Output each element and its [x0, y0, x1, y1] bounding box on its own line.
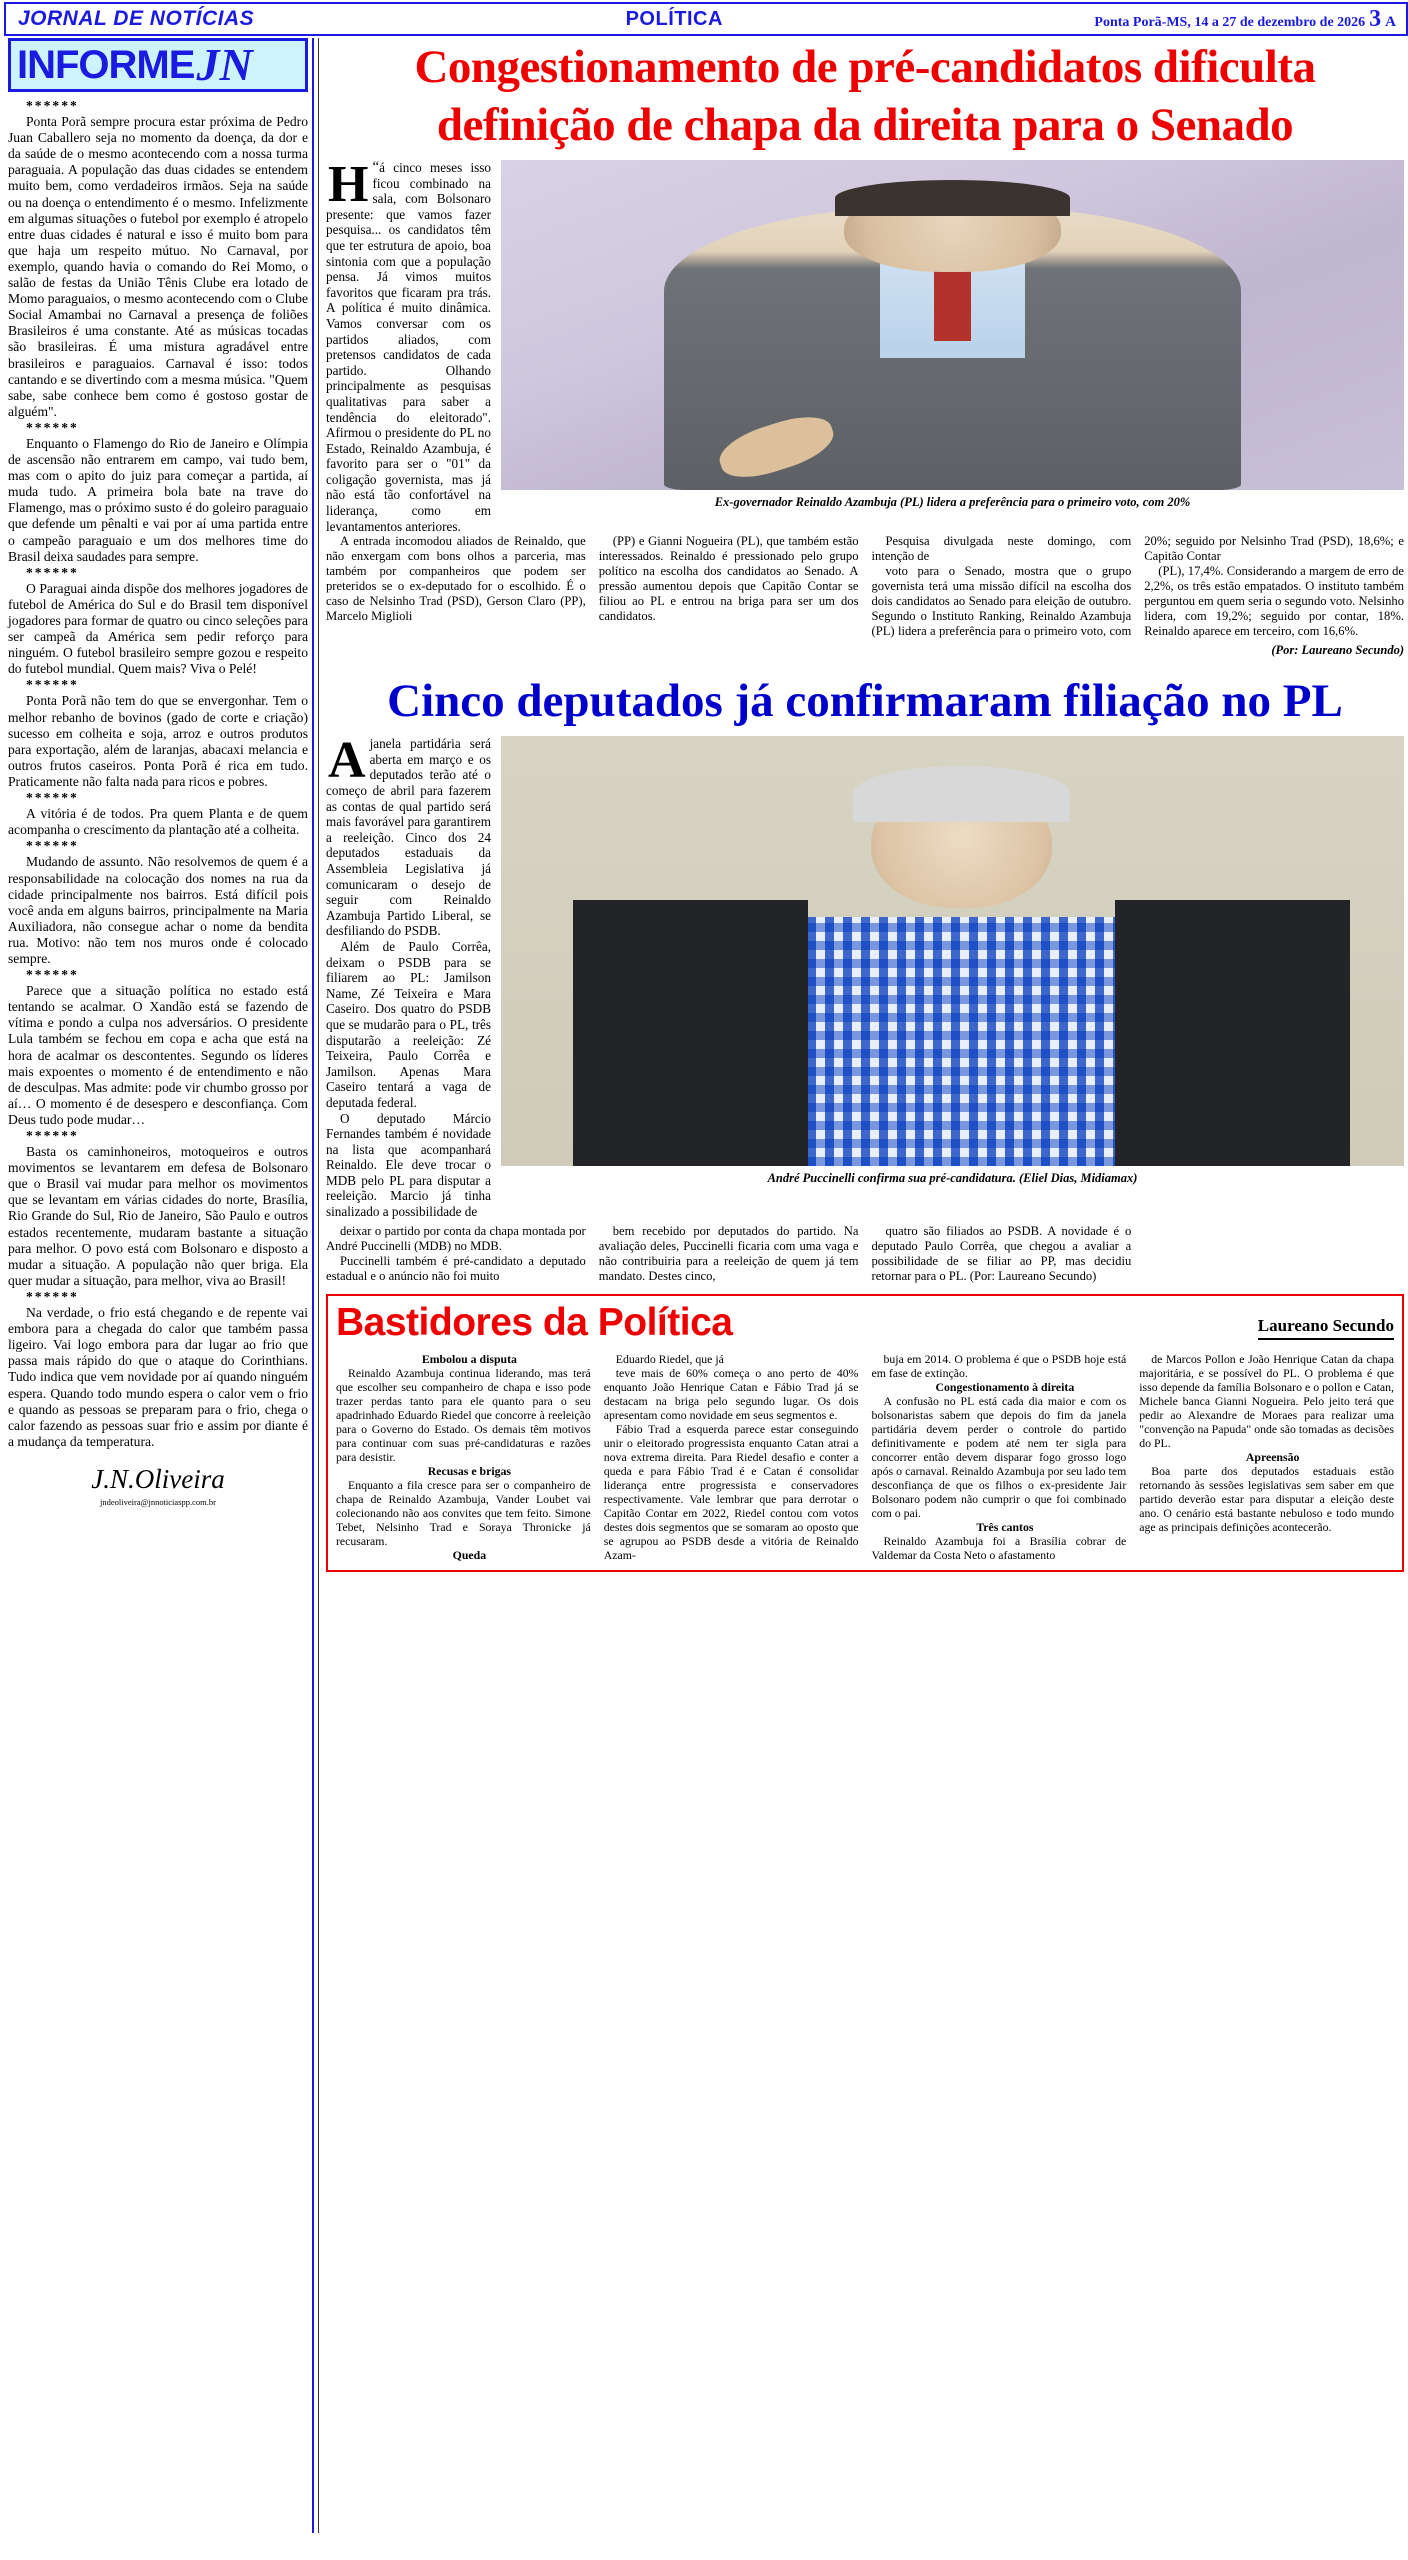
bastidores-title: Bastidores da Política	[336, 1300, 733, 1344]
photo2-hair-shape	[853, 766, 1070, 822]
jn-logo: JN	[196, 39, 253, 90]
informe-separator: ******	[26, 967, 79, 983]
photo-tie-shape	[934, 269, 970, 342]
article1-lead	[326, 156, 491, 534]
photo-reinaldo-azambuja	[501, 160, 1404, 490]
article1-lead-text: á cinco meses isso ficou combinado na sala, com Bolsonaro presente: que vamos fazer pesquisa... os candidatos têm que ter estrutura de apoio, boa sintonia com que a população pensa. Já vimos muitos favoritos que ficaram pra trás. A política é muito dinâmica. Vamos conversar com os partidos aliados, com pretensos candidatos de cada partido. Olhando principalmente as pesquisas qualitativas para saber a tendência do eleitorado". Afirmou o presidente do PL no Estado, Reinaldo Azambuja, é favorito para ser o "01" da coligação governista, mas já não está tão confortável na liderança, como em levantamentos anteriores.	[326, 160, 491, 534]
article-paragraph: (PP) e Gianni Nogueira (PL), que também estão interessados. Reinaldo é pressionado pelo grupo político na escolha dos candidatos ao Senado. A pressão aumentou depois que Capitão Contar se filiou ao PL e entrou na briga para ser um dos candidatos.	[598, 534, 859, 624]
bastidores-paragraph: de Marcos Pollon e João Henrique Catan da chapa majoritária, e se possível do PL. O problema é que isso depende da família Bolsonaro e o pollon e Catan, Michele banca Gianni Nogueira. Pelo jeito terá que pedir ao Alexandre de Moraes para realizar uma "convenção na Papuda" onde são tomadas as decisões do PL.	[1139, 1351, 1394, 1450]
masthead	[4, 2, 1408, 36]
article-paragraph: A entrada incomodou aliados de Reinaldo, que não enxergam com bons olhos a parceria, mas também por companheiros que podem ser preteridos se o ex-deputado for o escolhido. É o caso de Nelsinho Trad (PSD), Gerson Claro (PP), Marcelo Miglioli	[326, 534, 586, 624]
informe-separator: ******	[26, 564, 79, 580]
article1-top	[326, 156, 1404, 534]
informe-separator: ******	[26, 1128, 79, 1143]
bastidores-box	[326, 1294, 1404, 1572]
informe-paragraph: Ponta Porã não tem do que se envergonhar. Tem o melhor rebanho de bovinos (gado de corte e criação) sucesso em colheita e soja, arroz e outros produtos para exportação, além de laranjas, abacaxi melancia e outros frutos caseiros. Ponta Porã é rica em tudo. Praticamente não falta nada para ricos e pobres.	[8, 693, 308, 789]
article-paragraph: (PL), 17,4%. Considerando a margem de erro de 2,2%, os três estão empatados. O instituto também perguntou em quem seria o segundo voto. Nelsinho lidera, com 19,2%; seguido por contar, 18%. Reinaldo aparece em terceiro, com 16,6%.	[1144, 564, 1404, 639]
columnist-email: jndeoliveira@jnnoticiaspp.com.br	[100, 1496, 216, 1507]
article2-columns	[326, 1224, 1404, 1284]
bastidores-paragraph: buja em 2014. O problema é que o PSDB hoje está em fase de extinção.	[871, 1351, 1127, 1380]
article2	[326, 732, 1404, 1283]
informe-wordmark: INFORME	[17, 43, 195, 87]
article1-dropcap: H	[328, 156, 369, 213]
bastidores-paragraph: Enquanto a fila cresce para ser o companheiro de chapa de Reinaldo Azambuja, Vander Loubet vai colecionando não aos convites que tem feito. Simone Tebet, Nelsinho Trad e Soraya Thronicke já recusaram.	[336, 1477, 591, 1548]
bastidores-paragraph: Eduardo Riedel, que já	[615, 1351, 724, 1366]
bastidores-subhead: Embolou a disputa	[421, 1351, 517, 1366]
informe-separator: ******	[26, 677, 79, 693]
article-paragraph: Pesquisa divulgada neste domingo, com intenção de	[871, 534, 1132, 564]
article1	[326, 156, 1404, 658]
article1-byline: (Por: Laureano Secundo)	[1271, 643, 1404, 658]
informe-paragraph: Mudando de assunto. Não resolvemos de quem é a responsabilidade na colocação dos nomes na rua da cidade principalmente nos bairros. Está difícil pois você anda em alguns bairros, principalmente na Maria Auxiliadora, não consegue achar o nome da bendita rua. Motivo: não tem nos muros onde é colocado sempre.	[8, 854, 308, 966]
informe-column	[8, 38, 308, 2518]
bastidores-subhead: Recusas e brigas	[427, 1463, 511, 1478]
photo-hair-shape	[835, 180, 1070, 216]
article2-top	[326, 732, 1404, 1220]
bastidores-subhead: Três cantos	[976, 1519, 1034, 1534]
bastidores-paragraph: Reinaldo Azambuja foi a Brasília cobrar de Valdemar da Costa Neto o afastamento	[871, 1533, 1127, 1562]
informe-paragraph: Basta os caminhoneiros, motoqueiros e outros movimentos se levantarem em defesa de Bolsonaro que o Brasil vai mudar para melhor os movimentos que se levantam em várias cidades do norte, Brasília, Rio Grande do Sul, Rio de Janeiro, São Paulo e outros estados recentemente, mudaram bastante a situação para melhor. O povo está com Bolsonaro e disposto a mudar a situação. A população não quer briga. Ela quer mudar a situação, para melhor, viva ao Brasil!	[8, 1144, 308, 1288]
informe-separator: ******	[26, 1288, 79, 1304]
bastidores-paragraph: Reinaldo Azambuja continua liderando, mas terá que escolher seu companheiro de chapa e isso pode trazer perdas tanto para ele quanto para o seu apadrinhado Eduardo Riedel que concorre à reeleição para o Governo do Estado. Os demais têm motivos para continuar com suas pré-candidaturas e razões para desistir.	[336, 1365, 591, 1464]
bastidores-columns	[336, 1352, 1394, 1562]
section-title: POLÍTICA	[625, 7, 723, 30]
photo2-jacket-right-shape	[1115, 900, 1350, 1167]
article1-headline: Congestionamento de pré-candidatos dificulta definição de chapa da direita para o Senado	[414, 41, 1316, 151]
article2-dropcap: A	[328, 732, 366, 790]
informe-paragraph: O Paraguai ainda dispõe dos melhores jogadores de futebol de América do Sul e do Brasil tem disponível jogadores para formar de quatro ou cinco seleções para ser campeã da América sem pedir reforço para ninguém. O futebol brasileiro sempre gozou e respeito do futebol mundial. Quem mais? Viva o Pelé!	[8, 580, 308, 677]
article1-photo-caption: Ex-governador Reinaldo Azambuja (PL) lidera a preferência para o primeiro voto, com 20%	[714, 495, 1191, 509]
bastidores-paragraph: Fábio Trad a esquerda parece estar conseguindo unir o eleitorado progressista enquanto Catan atrai a nova extrema direita. Para Riedel desafio e conter a queda e para Fábio Trad é e Catan é consolidar liderança entre progressista e conservadores respectivamente. Vale lembrar que para derrotar o Capitão Contar em 2022, Riedel contou com votos destes dois segmentos que se somaram ao oposto que se agrupou ao PSDB desde a vitória de Reinaldo Azam-	[603, 1421, 859, 1562]
article2-lead-paragraph: Além de Paulo Corrêa, deixam o PSDB para se filiarem ao PL: Jamilson Name, Zé Teixeira e Mara Caseiro. Dos quatro do PSDB que se mudarão para o PL, três disputarão a reeleição: Zé Teixeira, Paulo Corrêa e Jamilson. Apenas Mara Caseiro tentará a vaga de deputada federal.	[326, 938, 491, 1110]
article-paragraph: voto para o Senado, mostra que o grupo governista terá uma missão difícil na escolha dos dois candidatos ao Senado para eleição de outubro. Segundo o Instituto Ranking, Reinaldo Azambuja (PL) lidera a preferência para o primeiro voto, com 20%; seguido por Nelsinho Trad (PSD), 18,6%; e Capitão Contar	[871, 534, 1404, 639]
bastidores-paragraph: teve mais de 60% começa o ano perto de 40% enquanto João Henrique Catan e Fábio Trad já se destacam na briga pelo segundo lugar. Os dois apresentam como novidade em seus segmentos e.	[603, 1365, 859, 1422]
columnist-signature: J.N.Oliveira	[91, 1463, 225, 1494]
informe-separator: ******	[26, 790, 79, 806]
bastidores-subhead: Queda	[452, 1547, 487, 1562]
newspaper-title: JORNAL DE NOTÍCIAS	[18, 7, 255, 30]
article1-photo-block	[501, 160, 1404, 534]
article2-photo-caption: André Puccinelli confirma sua pré-candidatura. (Eliel Dias, Midiamax)	[767, 1171, 1138, 1186]
page-number: 3	[1369, 5, 1382, 32]
bastidores-subhead: Congestionamento à direita	[935, 1379, 1075, 1394]
column-divider	[312, 38, 314, 2533]
bastidores-subhead: Apreensão	[1245, 1449, 1300, 1464]
article-paragraph: Puccinelli também é pré-candidato a deputado estadual e o anúncio não foi muito	[326, 1253, 586, 1283]
column-divider-thin	[318, 38, 319, 2533]
informe-separator: ******	[26, 98, 79, 113]
article2-lead-text: janela partidária será aberta em março e os deputados terão até o começo de abril para fazerem as contas de qual partido será mais favorável para garantirem a reeleição. Cinco dos 24 deputados estaduais da Assembleia Legislativa já comunicaram o desejo de seguir com Reinaldo Azambuja Partido Liberal, se desfiliando do PSDB.	[326, 736, 491, 939]
informe-body	[8, 92, 308, 1450]
article-paragraph: quatro são filiados ao PSDB. A novidade é o deputado Paulo Corrêa, que chegou a avaliar a possibilidade de se filiar ao PP, mas decidiu retornar para o PL. (Por: Laureano Secundo)	[871, 1223, 1132, 1283]
masthead-rule	[4, 34, 1404, 36]
dateline-block	[1094, 6, 1406, 33]
informe-paragraph: Enquanto o Flamengo do Rio de Janeiro e Olímpia de ascensão não entrarem em campo, vai tudo bem, mas com o apito do juiz para começar a partida, aí muda tudo. A primeira bola bate na trave do Flamengo, mas o próximo susto é do goleiro paraguaio que defende um pênalti e vai por aí uma partida entre o campeão paraguaio e um dos melhores time do Brasil deixa saudades para sempre.	[8, 435, 308, 564]
informe-separator: ******	[26, 838, 79, 854]
article2-photo-block	[501, 736, 1404, 1219]
article2-headline: Cinco deputados já confirmaram filiação no PL	[387, 675, 1343, 728]
informe-paragraph: Parece que a situação política no estado está tentando se acalmar. O Xandão está se fazendo de vítima e pondo a culpa nos adversários. O presidente Lula também se fechou em copa e acha que está na hora de acalmar os descontentes. Segundo os líderes mais expoentes o momento é de entendimento e não de desculpas. Mas admite: pode vir chumbo grosso por aí… O momento é de desespero e desconfiança. Com Deus tudo pode mudar…	[8, 983, 308, 1127]
informe-paragraph: A vitória é de todos. Pra quem Planta e de quem acompanha o crescimento da plantação até a colheita.	[8, 806, 308, 838]
bastidores-paragraph: A confusão no PL está cada dia maior e com os bolsonaristas sabem que depois do fim da janela partidária devem perder o controle do partido definitivamente e podem até nem ter sigla para concorrer então devem disparar fogo grosso logo após o carnaval. Reinaldo Azambuja por seu lado tem desconfiança de que os filhos o ex-presidente Jair Bolsonaro podem não cumprir o que foi combinado com o pai.	[871, 1393, 1127, 1520]
informe-separator: ******	[26, 419, 79, 435]
article1-columns	[326, 534, 1404, 639]
informe-paragraph: Ponta Porã sempre procura estar próxima de Pedro Juan Caballero seja no momento da doença, da dor e da saúde de o mesmo acontecendo com a nossa turma paraguaia. A população das duas cidades se entendem muito bem, como verdadeiros irmãos. Seja na saúde ou na doença o entendimento é o mesmo. Infelizmente em algumas situações o futebol por exemplo é atropelo entre duas cidades é natural e isso é muito bom para que haja um respeito mútuo. No Carnaval, por exemplo, quando havia o comando do Rei Momo, o salão de festas da União Tênis Clube era lotado de Momo paraguaios, o mesmo acontecendo com o Clube Social Amambai no Carnaval a presença de foliões Brasileiros é uma constante. Até as músicas tocadas são brasileiras. É uma mistura agradável entre brasileiros e paraguaios. Carnaval é isso: todos cantando e se divertindo com a mesma música. "Quem sabe, sabe conhece bem como é gostoso gostar de alguém".	[8, 114, 308, 419]
article-paragraph: deixar o partido por conta da chapa montada por André Puccinelli (MDB) no MDB.	[326, 1223, 586, 1253]
bastidores-header	[336, 1302, 1394, 1344]
bastidores-paragraph: Boa parte dos deputados estaduais estão retornando às sessões legislativas sem saber em que partido deverão estar para disputar a eleição deste ano. O cenário está bastante nebuloso e todo mundo age as principais definições acontecerão.	[1139, 1463, 1394, 1534]
article2-lead-paragraph: O deputado Márcio Fernandes também é novidade na lista que acompanhará Reinaldo. Ele deve trocar o MDB pelo PL para disputar a reeleição. Marcio já tinha sinalizado a possibilidade de	[326, 1110, 491, 1220]
main-content	[326, 38, 1404, 1572]
article2-lead	[326, 732, 491, 1220]
article-paragraph: bem recebido por deputados do partido. Na avaliação deles, Puccinelli ficaria com uma vaga e não contribuiria para a reeleição de quem já tem mandato. Destes cinco,	[598, 1223, 859, 1283]
informe-paragraph: Na verdade, o frio está chegando e de repente vai embora para a chegada do calor que também passa ligeiro. Vai logo embora para dar lugar ao frio que passa mais rápido do que o ataque do Corinthians. Tudo indica que vem novidade por aí quando ninguém espera. Quando todo mundo espera o calor vem o frio e quando as pessoas se preparam para o frio, chega o calor fazendo as pessoas suar frio e assim por diante é a mudança da temperatura.	[8, 1305, 308, 1449]
informe-logo-box	[8, 38, 308, 92]
page-suffix: A	[1385, 13, 1396, 30]
bastidores-author: Laureano Secundo	[1258, 1316, 1394, 1340]
dateline: Ponta Porã-MS, 14 a 27 de dezembro de 2026	[1094, 14, 1366, 30]
photo2-jacket-left-shape	[573, 900, 808, 1167]
photo-andre-puccinelli	[501, 736, 1404, 1166]
